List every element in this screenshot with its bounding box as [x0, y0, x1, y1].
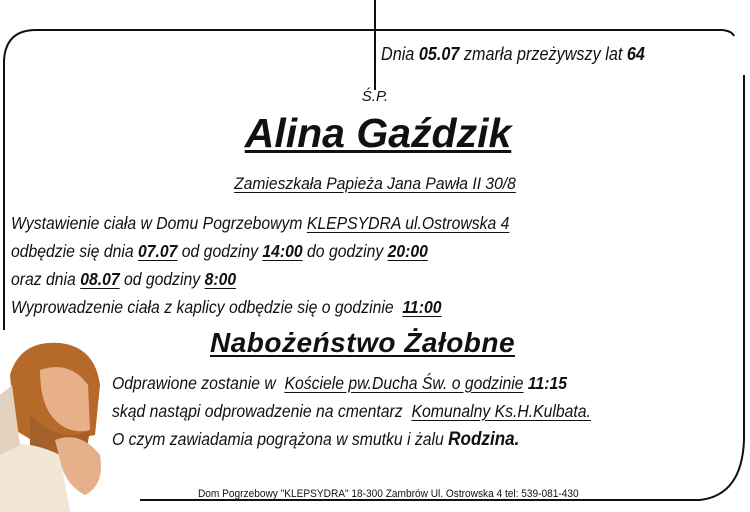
service-line-3: O czym zawiadamia pogrążona w smutku i żalu Rodzina.: [112, 429, 520, 450]
viewing-line-4: Wyprowadzenie ciała z kaplicy odbędzie się o godzinie 11:00: [11, 297, 442, 317]
viewing-line-1: Wystawienie ciała w Domu Pogrzebowym KLEPSYDRA ul.Ostrowska 4: [11, 213, 510, 233]
deceased-name: Alina Gaździk: [244, 110, 512, 156]
service-line-2: skąd nastąpi odprowadzenie na cmentarz Komunalny Ks.H.Kulbata.: [112, 401, 591, 421]
sp-label: Ś.P.: [361, 88, 389, 105]
service-title: Nabożeństwo Żałobne: [210, 327, 516, 358]
death-info: Dnia 05.07 zmarła przeżywszy lat 64: [381, 44, 645, 64]
viewing-line-3: oraz dnia 08.07 od godziny 8:00: [11, 269, 237, 289]
praying-jesus-image: [0, 335, 120, 512]
viewing-line-2: odbędzie się dnia 07.07 od godziny 14:00 do godziny 20:00: [11, 241, 428, 261]
service-line-1: Odprawione zostanie w Kościele pw.Ducha Św. o godzinie 11:15: [112, 373, 568, 393]
residence-address: Zamieszkała Papieża Jana Pawła II 30/8: [234, 174, 516, 193]
funeral-home-footer: Dom Pogrzebowy "KLEPSYDRA" 18-300 Zambrów Ul. Ostrowska 4 tel: 539-081-430: [198, 488, 579, 500]
